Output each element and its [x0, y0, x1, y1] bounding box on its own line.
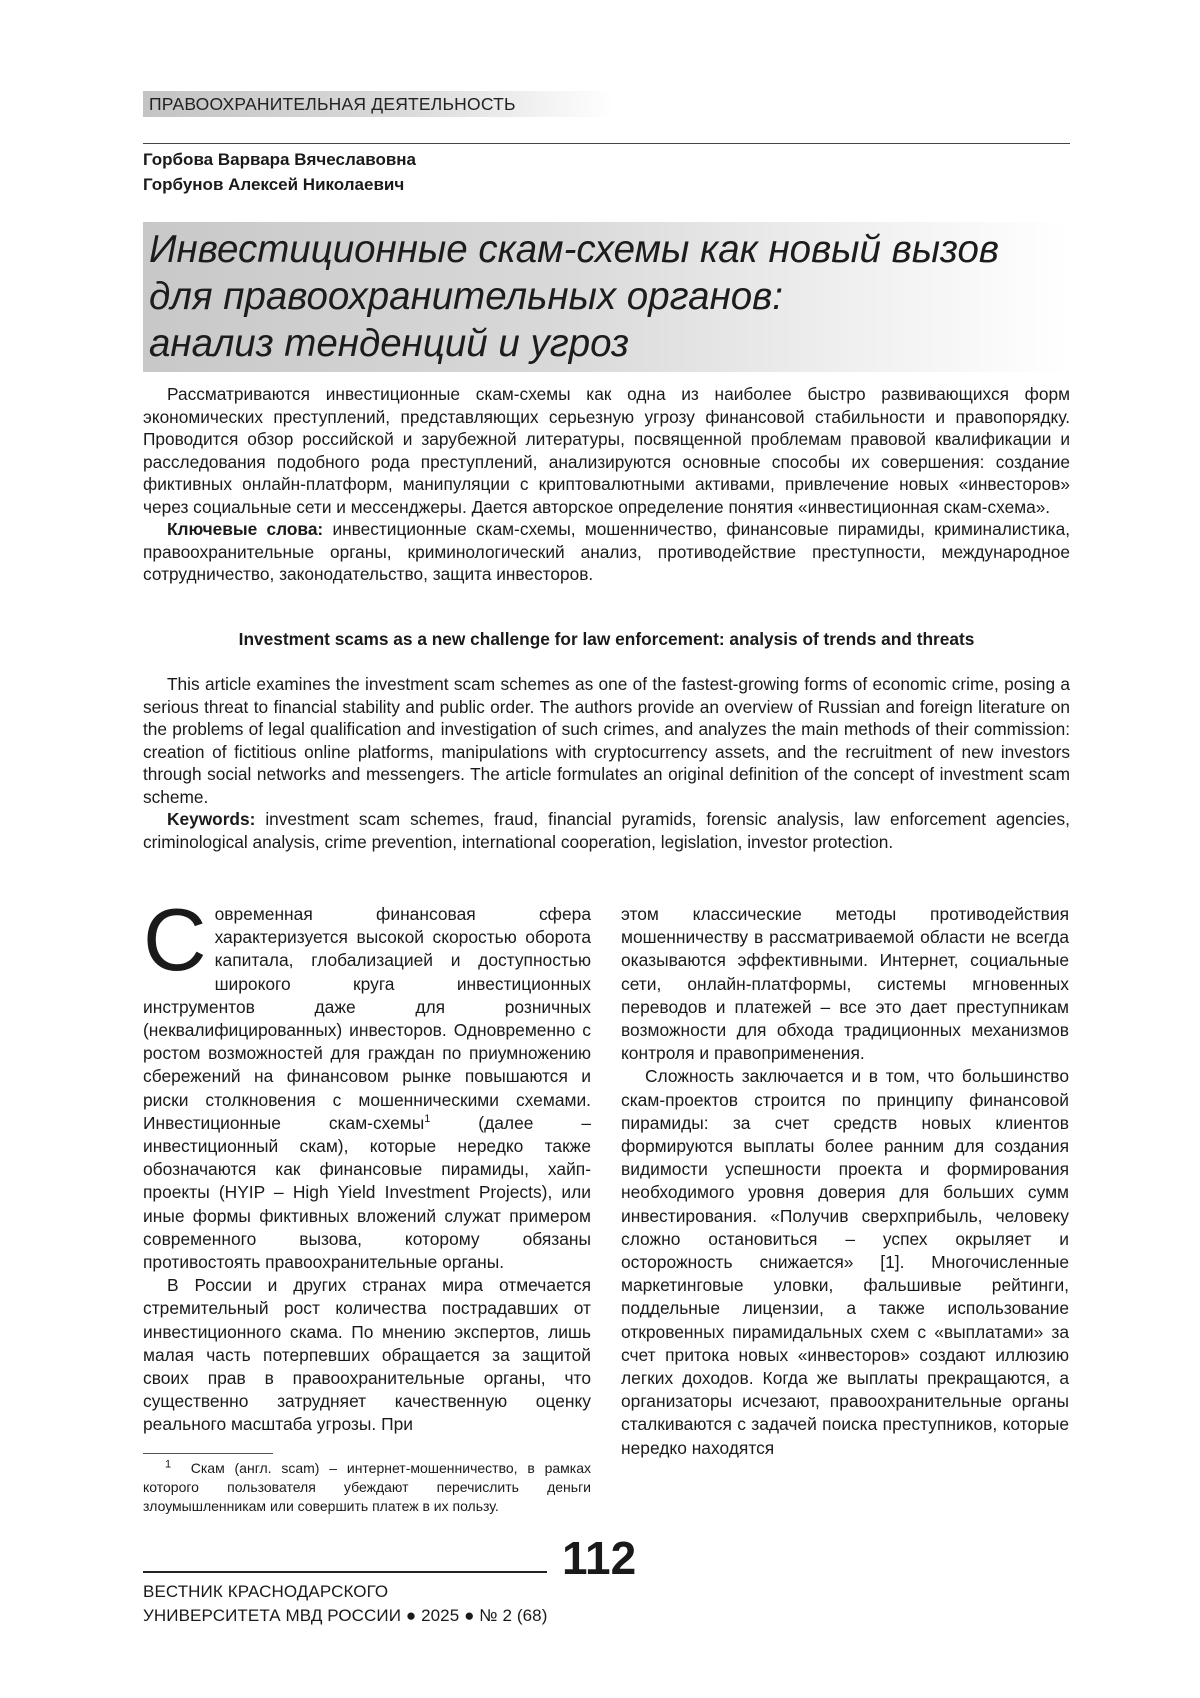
body-text: (далее – инвестиционный скам), которые нередко также обозначаются как финансовые пирамиды, хайп-проекты (HYIP – High Yield Investment Projects), или иные формы фиктивных вложений служат примером современного вызова, которому обязаны противостоять правоохранительные органы.	[143, 1112, 591, 1273]
header-rule	[143, 143, 1070, 144]
english-title: Investment scams as a new challenge for law enforcement: analysis of trends and threats	[238, 629, 975, 649]
body-paragraph: этом классические методы противодействия мошенничеству в рассматриваемой области не всегда оказываются эффективными. Интернет, социальные сети, онлайн-платформы, системы мгновенных переводов и платежей – все это дает преступникам возможности для обхода традиционных механизмов контроля и правоприменения.	[621, 904, 1069, 1064]
keywords-ru-label: Ключевые слова:	[167, 519, 324, 539]
body-column-right	[621, 903, 1069, 1460]
title-line: анализ тенденций и угроз	[149, 322, 630, 365]
body-text: овременная финансовая сфера характеризуется высокой скоростью оборота капитала, глобализацией и доступностью широкого круга инвестиционных инструментов даже для розничных (неквалифицированных) инвесторов. Одновременно с ростом возможностей для граждан по приумножению сбережений на финансовом рынке повышаются и риски столкновения с мошенническими схемами. Инвестиционные скам-схемы	[143, 904, 591, 1133]
footnote-number: 1	[165, 1458, 172, 1471]
abstract-ru	[143, 383, 1070, 586]
abstract-ru-text: Рассматриваются инвестиционные скам-схемы как одна из наиболее быстро развивающихся форм экономических преступлений, представляющих серьезную угрозу финансовой стабильности и правопорядку. Проводится обзор российской и зарубежной литературы, посвященной проблемам правовой квалификации и расследования подобного рода преступлений, анализируются основные способы их совершения: создание фиктивных онлайн-платформ, манипуляции с криптовалютными активами, привлечение новых «инвесторов» через социальные сети и мессенджеры. Дается авторское определение понятия «инвестиционная скам-схема».	[143, 384, 1070, 517]
footer-rule	[143, 1571, 547, 1573]
footnote-body	[143, 1459, 591, 1516]
keywords-ru-text: инвестиционные скам-схемы, мошенничество, финансовые пирамиды, криминалистика, правоохранительные органы, криминологический анализ, противодействие преступности, международное сотрудничество, законодательство, защита инвесторов.	[143, 519, 1070, 584]
keywords-en-label: Keywords:	[167, 809, 256, 829]
footnote-reference[interactable]: 1	[424, 1113, 431, 1126]
drop-cap: С	[143, 890, 207, 989]
title-line: Инвестиционные скам-схемы как новый вызов	[149, 228, 1000, 271]
author-name: Горбова Варвара Вячеславовна	[143, 150, 416, 169]
journal-line: УНИВЕРСИТЕТА МВД РОССИИ ● 2025 ● № 2 (68)	[143, 1606, 548, 1625]
journal-name	[143, 1580, 547, 1628]
keywords-en-text: investment scam schemes, fraud, financial pyramids, forensic analysis, law enforcement agencies, criminological analysis, crime prevention, international cooperation, legislation, investor protection.	[143, 809, 1070, 852]
title-line: для правоохранительных органов:	[149, 275, 783, 318]
footnote-text: Скам (англ. scam) – интернет-мошенничество, в рамках которого пользователя убеждают перечислить деньги злоумышленникам или совершить платеж в их пользу.	[143, 1460, 592, 1514]
abstract-en-text: This article examines the investment scam schemes as one of the fastest-growing forms of economic crime, posing a serious threat to financial stability and public order. The authors provide an overview of Russian and foreign literature on the problems of legal qualification and investigation of such crimes, and analyzes the main methods of their commission: creation of fictitious online platforms, manipulations with cryptocurrency assets, and the recruitment of new investors through social networks and messengers. The article formulates an original definition of the concept of investment scam scheme.	[143, 674, 1070, 807]
footnote-rule	[143, 1453, 273, 1454]
body-paragraph	[143, 890, 591, 1274]
page-number: 112	[562, 1532, 637, 1584]
footnote	[143, 1459, 591, 1516]
article-title	[149, 226, 1064, 367]
body-paragraph: В России и других странах мира отмечается стремительный рост количества пострадавших от инвестиционного скама. По мнению экспертов, лишь малая часть потерпевших обращается за защитой своих прав в правоохранительные органы, что существенно затрудняет качественную оценку реального масштаба угрозы. При	[143, 1275, 591, 1435]
body-column-left	[143, 890, 591, 1437]
author-name: Горбунов Алексей Николаевич	[143, 175, 405, 194]
authors	[143, 147, 416, 197]
section-header: ПРАВООХРАНИТЕЛЬНАЯ ДЕЯТЕЛЬНОСТЬ	[149, 94, 516, 114]
keywords-en	[143, 808, 1070, 853]
body-paragraph: Сложность заключается и в том, что большинство скам-проектов строится по принципу финансовой пирамиды: за счет средств новых клиентов формируются выплаты более ранним для создания видимости успешности проекта и формирования необходимого уровня доверия для больших сумм инвестирования. «Получив сверхприбыль, человеку сложно остановиться – успех окрыляет и осторожность снижается» [1]. Многочисленные маркетинговые уловки, фальшивые рейтинги, поддельные лицензии, а также использование откровенных пирамидальных схем с «выплатами» за счет притока новых «инвесторов» создают иллюзию легких доходов. Когда же выплаты прекращаются, а организаторы исчезают, правоохранительные органы сталкиваются с задачей поиска преступников, которые нередко находятся	[621, 1066, 1069, 1458]
journal-line: ВЕСТНИК КРАСНОДАРСКОГО	[143, 1582, 389, 1601]
keywords-ru	[143, 518, 1070, 586]
abstract-en	[143, 673, 1070, 853]
